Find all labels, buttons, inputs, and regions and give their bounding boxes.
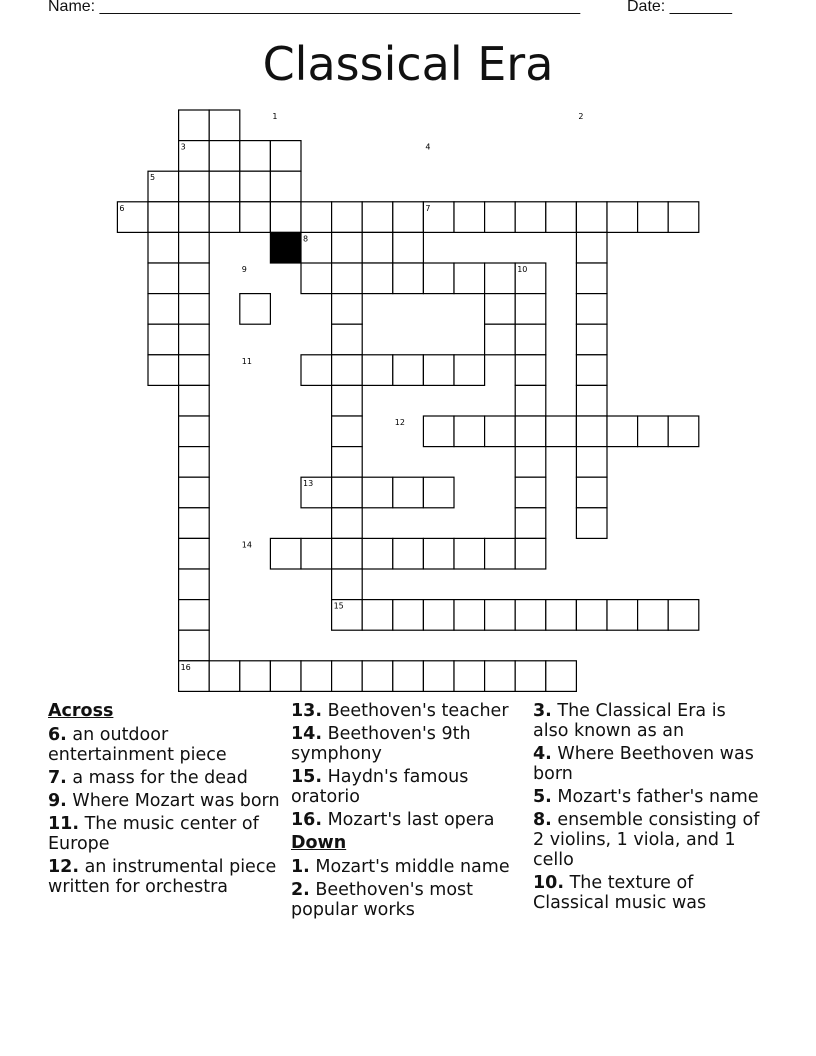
clue-item — [533, 787, 765, 807]
grid-cell[interactable] — [485, 294, 516, 325]
grid-cell[interactable] — [179, 538, 210, 569]
grid-cell[interactable] — [179, 171, 210, 202]
grid-cell[interactable] — [148, 294, 179, 325]
clue-number: 9. — [48, 791, 67, 811]
clue-text: The music center of Europe — [48, 814, 259, 854]
grid-cell[interactable] — [179, 294, 210, 325]
puzzle-title: Classical Era — [262, 37, 554, 91]
grid-cell[interactable] — [515, 324, 546, 355]
grid-cell[interactable] — [362, 661, 393, 692]
grid-cell[interactable] — [301, 355, 332, 386]
clue-number: 6. — [48, 725, 67, 745]
grid-cell[interactable] — [148, 232, 179, 263]
grid-cell[interactable] — [332, 447, 363, 478]
clue-text: The texture of Classical music was — [533, 873, 707, 913]
grid-cell[interactable] — [148, 324, 179, 355]
grid-cell[interactable] — [546, 416, 577, 447]
grid-cell[interactable] — [423, 416, 454, 447]
clue-text: Beethoven's teacher — [322, 701, 509, 721]
clue-number-label: 4 — [425, 142, 431, 152]
grid-cell[interactable] — [332, 263, 363, 294]
grid-cell[interactable] — [515, 385, 546, 416]
grid-cell[interactable] — [546, 661, 577, 692]
grid-cell[interactable] — [485, 416, 516, 447]
clue-number-label: 2 — [578, 112, 584, 121]
grid-cell[interactable] — [576, 232, 607, 263]
clue-number: 3. — [533, 701, 552, 721]
clue-text: an outdoor entertainment piece — [48, 725, 227, 765]
clue-number-label: 5 — [150, 173, 156, 183]
grid-cell[interactable] — [576, 355, 607, 386]
grid-cell[interactable] — [362, 600, 393, 631]
grid-cell[interactable] — [515, 355, 546, 386]
clue-text: Mozart's last opera — [322, 810, 495, 830]
grid-cell[interactable] — [209, 141, 240, 172]
grid-cell[interactable] — [209, 171, 240, 202]
grid-cell[interactable] — [393, 202, 424, 233]
grid-cell[interactable] — [179, 355, 210, 386]
grid-cell[interactable] — [332, 202, 363, 233]
grid-cell[interactable] — [546, 202, 577, 233]
grid-cell[interactable] — [638, 202, 669, 233]
grid-cell[interactable] — [179, 447, 210, 478]
grid-cell[interactable] — [179, 110, 210, 141]
grid-cell[interactable] — [301, 661, 332, 692]
grid-block — [270, 232, 301, 263]
grid-cell[interactable] — [270, 141, 301, 172]
grid-cell[interactable] — [301, 538, 332, 569]
grid-cell[interactable] — [179, 263, 210, 294]
clue-text: Haydn's famous oratorio — [291, 767, 469, 807]
clue-item — [48, 725, 280, 765]
clue-number: 2. — [291, 880, 310, 900]
clue-text: Mozart's father's name — [551, 787, 759, 807]
clue-item — [291, 880, 523, 920]
grid-cell[interactable] — [576, 508, 607, 539]
clue-item — [48, 768, 280, 788]
grid-cell[interactable] — [576, 263, 607, 294]
grid-cell[interactable] — [576, 202, 607, 233]
down-clue-list-continued — [533, 701, 765, 913]
grid-cell[interactable] — [332, 324, 363, 355]
clue-number: 13. — [291, 701, 323, 721]
grid-cell[interactable] — [423, 661, 454, 692]
grid-cell[interactable] — [668, 600, 699, 631]
grid-cell[interactable] — [362, 232, 393, 263]
grid-cell[interactable] — [423, 538, 454, 569]
grid-cell[interactable] — [240, 202, 271, 233]
clue-item — [291, 857, 523, 877]
grid-cell[interactable] — [240, 141, 271, 172]
clue-number: 14. — [291, 724, 323, 744]
grid-cell[interactable] — [485, 263, 516, 294]
grid-cell[interactable] — [515, 661, 546, 692]
grid-cell[interactable] — [454, 355, 485, 386]
grid-cell[interactable] — [270, 202, 301, 233]
grid-cell[interactable] — [362, 355, 393, 386]
down-heading: Down — [291, 833, 347, 853]
across-clue-list-continued — [291, 701, 523, 830]
clue-number: 5. — [533, 787, 552, 807]
grid-cell[interactable] — [393, 538, 424, 569]
clue-number-label: 1 — [272, 112, 278, 121]
grid-cell[interactable] — [423, 600, 454, 631]
clue-number: 1. — [291, 857, 310, 877]
clue-column-3 — [533, 701, 765, 916]
grid-cell[interactable] — [179, 232, 210, 263]
clue-number-label: 16 — [180, 662, 191, 672]
grid-cell[interactable] — [576, 324, 607, 355]
grid-cell[interactable] — [515, 294, 546, 325]
clue-number: 15. — [291, 767, 323, 787]
grid-cell[interactable] — [393, 661, 424, 692]
grid-cell[interactable] — [638, 600, 669, 631]
down-clue-list — [291, 857, 523, 920]
clue-number-label: 12 — [394, 418, 405, 427]
grid-cell[interactable] — [515, 447, 546, 478]
grid-cell[interactable] — [515, 508, 546, 539]
grid-cell[interactable] — [393, 355, 424, 386]
grid-cell[interactable] — [179, 508, 210, 539]
grid-cell[interactable] — [607, 416, 638, 447]
grid-cell[interactable] — [576, 294, 607, 325]
grid-cell[interactable] — [332, 416, 363, 447]
clue-number-label: 3 — [180, 142, 186, 152]
clue-number-label: 15 — [333, 601, 344, 611]
grid-cell[interactable] — [576, 600, 607, 631]
grid-cell[interactable] — [362, 263, 393, 294]
clue-text: Where Mozart was born — [66, 791, 280, 811]
clue-item — [533, 701, 765, 741]
grid-cell[interactable] — [485, 538, 516, 569]
clue-number-label: 7 — [425, 203, 431, 213]
grid-cell[interactable] — [668, 202, 699, 233]
grid-cell[interactable] — [270, 171, 301, 202]
grid-cell[interactable] — [270, 538, 301, 569]
grid-cell[interactable] — [668, 416, 699, 447]
clue-column-1 — [48, 701, 280, 900]
grid-cell[interactable] — [301, 263, 332, 294]
grid-cell[interactable] — [515, 600, 546, 631]
grid-cell[interactable] — [362, 202, 393, 233]
grid-cell[interactable] — [393, 477, 424, 508]
grid-cell[interactable] — [423, 477, 454, 508]
clue-number-label: 9 — [241, 265, 247, 274]
grid-cell[interactable] — [515, 202, 546, 233]
grid-cell[interactable] — [393, 232, 424, 263]
grid-cell[interactable] — [179, 569, 210, 600]
clue-item — [291, 701, 523, 721]
grid-cell[interactable] — [576, 385, 607, 416]
grid-cell[interactable] — [423, 263, 454, 294]
grid-cell[interactable] — [148, 355, 179, 386]
grid-cell[interactable] — [638, 416, 669, 447]
clue-number-label: 10 — [517, 265, 528, 274]
across-heading: Across — [48, 701, 114, 721]
grid-cell[interactable] — [607, 202, 638, 233]
grid-cell[interactable] — [332, 294, 363, 325]
grid-cell[interactable] — [209, 110, 240, 141]
grid-cell[interactable] — [362, 538, 393, 569]
grid-cell[interactable] — [454, 661, 485, 692]
grid-cell[interactable] — [515, 416, 546, 447]
grid-cell[interactable] — [179, 416, 210, 447]
grid-cell[interactable] — [332, 569, 363, 600]
grid-cell[interactable] — [393, 600, 424, 631]
grid-cell[interactable] — [179, 202, 210, 233]
clue-column-2 — [291, 701, 523, 923]
grid-cell[interactable] — [240, 294, 271, 325]
grid-cell[interactable] — [332, 661, 363, 692]
grid-cell[interactable] — [423, 355, 454, 386]
grid-cell[interactable] — [240, 661, 271, 692]
clue-number: 16. — [291, 810, 323, 830]
clue-number: 4. — [533, 744, 552, 764]
grid-cell[interactable] — [576, 416, 607, 447]
grid-cell[interactable] — [179, 385, 210, 416]
date-field: Date: _______ — [627, 0, 732, 15]
clue-text: a mass for the dead — [66, 768, 248, 788]
clue-item — [48, 814, 280, 854]
grid-cell[interactable] — [179, 600, 210, 631]
grid-cell[interactable] — [209, 202, 240, 233]
clue-text: The Classical Era is also known as an — [533, 701, 726, 741]
grid-cell[interactable] — [454, 263, 485, 294]
clue-number: 10. — [533, 873, 565, 893]
name-field: Name: ______________________________________________________ — [48, 0, 581, 15]
clue-number: 8. — [533, 810, 552, 830]
clue-item — [533, 810, 765, 870]
grid-cell[interactable] — [179, 324, 210, 355]
grid-cell[interactable] — [454, 202, 485, 233]
clue-item — [48, 791, 280, 811]
clue-text: ensemble consisting of 2 violins, 1 viola, and 1 cello — [533, 810, 760, 870]
clue-item — [48, 857, 280, 897]
grid-cell[interactable] — [576, 477, 607, 508]
grid-cell[interactable] — [148, 263, 179, 294]
grid-cell[interactable] — [362, 477, 393, 508]
grid-cell[interactable] — [148, 202, 179, 233]
clue-item — [291, 767, 523, 807]
clue-number-label: 6 — [119, 203, 125, 213]
clue-number-label: 11 — [241, 356, 252, 366]
grid-cell[interactable] — [301, 202, 332, 233]
grid-cell[interactable] — [332, 508, 363, 539]
grid-cell[interactable] — [485, 600, 516, 631]
clue-number: 7. — [48, 768, 67, 788]
grid-cell[interactable] — [576, 447, 607, 478]
grid-cell[interactable] — [270, 661, 301, 692]
clue-number-label: 14 — [241, 540, 252, 550]
grid-cell[interactable] — [332, 232, 363, 263]
grid-cell[interactable] — [179, 477, 210, 508]
grid-cell[interactable] — [332, 538, 363, 569]
grid-cell[interactable] — [454, 600, 485, 631]
grid-cell[interactable] — [485, 324, 516, 355]
clue-item — [533, 744, 765, 784]
clue-number-label: 8 — [303, 234, 309, 244]
grid-cell[interactable] — [332, 385, 363, 416]
grid-cell[interactable] — [515, 477, 546, 508]
clue-item — [291, 724, 523, 764]
grid-cell[interactable] — [485, 661, 516, 692]
grid-cell[interactable] — [393, 263, 424, 294]
grid-cell[interactable] — [332, 477, 363, 508]
clue-number: 12. — [48, 857, 80, 877]
grid-cell[interactable] — [607, 600, 638, 631]
across-clue-list — [48, 725, 280, 897]
grid-cell[interactable] — [240, 171, 271, 202]
grid-cell[interactable] — [332, 355, 363, 386]
grid-cell[interactable] — [454, 538, 485, 569]
clue-item — [533, 873, 765, 913]
grid-cell[interactable] — [179, 630, 210, 661]
grid-cell[interactable] — [485, 202, 516, 233]
clue-text: Mozart's middle name — [309, 857, 510, 877]
clue-text: an instrumental piece written for orchestra — [48, 857, 277, 897]
grid-cell[interactable] — [454, 416, 485, 447]
clue-number: 11. — [48, 814, 80, 834]
grid-cell[interactable] — [515, 538, 546, 569]
clue-text: Where Beethoven was born — [533, 744, 754, 784]
clue-item — [291, 810, 523, 830]
grid-cell[interactable] — [546, 600, 577, 631]
clue-text: Beethoven's 9th symphony — [291, 724, 471, 764]
grid-cell[interactable] — [209, 661, 240, 692]
clue-number-label: 13 — [303, 479, 314, 489]
clue-text: Beethoven's most popular works — [291, 880, 474, 920]
